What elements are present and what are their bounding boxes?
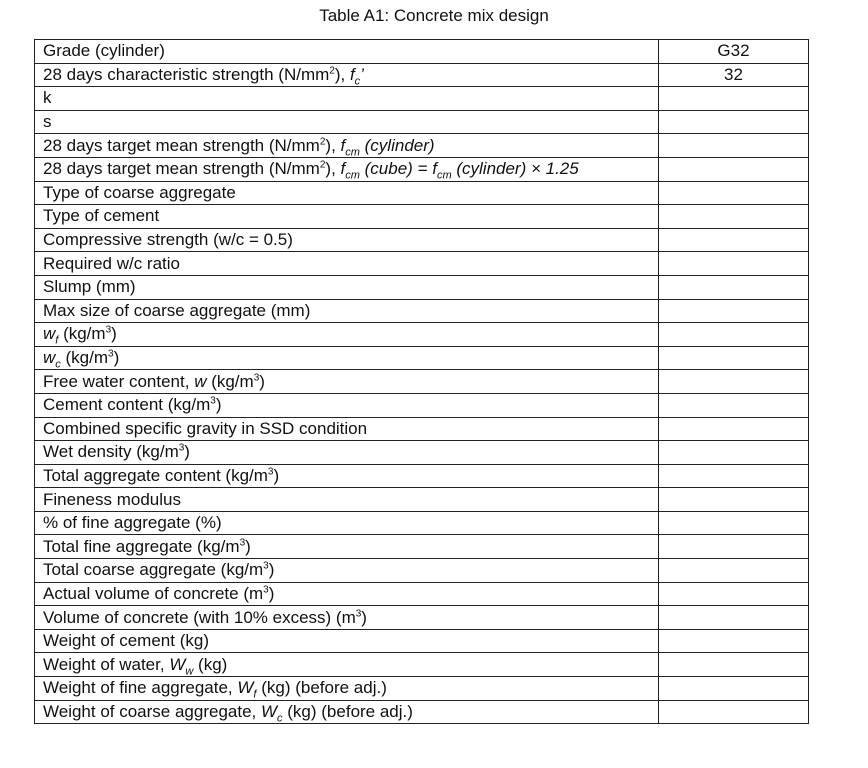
label-text: f xyxy=(340,159,346,179)
label-text: W xyxy=(261,701,278,721)
label-text: (kg/m xyxy=(58,324,106,344)
row-value xyxy=(659,629,809,653)
label-superscript: 3 xyxy=(178,442,185,454)
table-row xyxy=(35,275,809,299)
label-text: Total fine aggregate (kg/m xyxy=(43,536,240,556)
label-text: f xyxy=(349,64,355,84)
row-label xyxy=(35,629,659,653)
label-text: ) xyxy=(111,324,117,344)
row-value xyxy=(659,346,809,370)
row-label xyxy=(35,535,659,559)
row-value xyxy=(659,157,809,181)
row-label xyxy=(35,275,659,299)
label-text: Weight of water, xyxy=(43,654,170,674)
mix-design-table-body xyxy=(35,40,809,724)
label-text: ) xyxy=(361,607,367,627)
row-value xyxy=(659,653,809,677)
row-label xyxy=(35,228,659,252)
row-label xyxy=(35,464,659,488)
table-row xyxy=(35,582,809,606)
label-superscript: 3 xyxy=(355,607,362,619)
row-label xyxy=(35,370,659,394)
label-text: ) xyxy=(113,348,120,368)
table-row xyxy=(35,323,809,347)
table-row xyxy=(35,653,809,677)
row-value xyxy=(659,535,809,559)
label-text: W xyxy=(169,654,186,674)
row-label xyxy=(35,134,659,158)
mix-design-table xyxy=(34,39,809,724)
row-value xyxy=(659,370,809,394)
table-row xyxy=(35,417,809,441)
label-text: ’ xyxy=(360,64,364,84)
table-row xyxy=(35,511,809,535)
label-subscript: w xyxy=(185,665,194,677)
label-text: ) xyxy=(268,583,275,603)
label-text: ) xyxy=(184,442,190,462)
row-label xyxy=(35,606,659,630)
row-value xyxy=(659,87,809,111)
row-label xyxy=(35,205,659,229)
row-label xyxy=(35,87,659,111)
label-superscript: 3 xyxy=(210,395,216,407)
table-row xyxy=(35,464,809,488)
label-superscript: 2 xyxy=(319,136,326,148)
label-text: (cylinder) xyxy=(359,135,435,155)
row-value xyxy=(659,677,809,701)
label-subscript: c xyxy=(55,358,61,370)
label-text: k xyxy=(43,88,52,108)
label-superscript: 3 xyxy=(108,348,114,360)
label-text: Type of cement xyxy=(43,206,160,226)
label-superscript: 3 xyxy=(105,324,112,336)
row-value xyxy=(659,464,809,488)
label-subscript: f xyxy=(55,334,59,347)
row-label xyxy=(35,700,659,724)
label-text: Total aggregate content (kg/m xyxy=(43,465,268,485)
row-label xyxy=(35,323,659,347)
row-value xyxy=(659,417,809,441)
label-text: ), xyxy=(325,159,341,179)
label-superscript: 3 xyxy=(263,560,269,572)
table-row xyxy=(35,110,809,134)
row-value xyxy=(659,275,809,299)
row-label xyxy=(35,582,659,606)
label-text: ) xyxy=(245,536,251,556)
label-text: Weight of coarse aggregate, xyxy=(43,701,261,721)
table-row xyxy=(35,157,809,181)
table-row xyxy=(35,441,809,465)
label-superscript: 3 xyxy=(263,584,269,596)
row-value xyxy=(659,134,809,158)
label-text: Total coarse aggregate (kg/m xyxy=(43,560,264,580)
row-value xyxy=(659,205,809,229)
label-text: (kg) xyxy=(193,654,228,674)
label-text: ) xyxy=(273,465,280,485)
table-row xyxy=(35,63,809,87)
label-text: (kg) (before adj.) xyxy=(256,678,387,698)
label-text: Required w/c ratio xyxy=(43,253,181,273)
row-value xyxy=(659,181,809,205)
label-text: Wet density (kg/m xyxy=(43,442,179,462)
row-value xyxy=(659,606,809,630)
label-text: f xyxy=(340,135,346,155)
label-text: Compressive strength (w/c = 0.5) xyxy=(43,230,293,250)
label-text: w xyxy=(43,324,56,344)
row-label xyxy=(35,441,659,465)
row-label xyxy=(35,511,659,535)
label-text: ) xyxy=(215,395,222,415)
table-row xyxy=(35,393,809,417)
label-text: (kg) (before adj.) xyxy=(282,701,413,721)
label-superscript: 3 xyxy=(267,466,274,478)
row-label xyxy=(35,110,659,134)
table-row xyxy=(35,629,809,653)
table-row xyxy=(35,134,809,158)
table-row xyxy=(35,488,809,512)
row-value xyxy=(659,559,809,583)
row-label xyxy=(35,157,659,181)
table-row xyxy=(35,181,809,205)
table-row xyxy=(35,228,809,252)
label-text: ) xyxy=(268,560,275,580)
row-label xyxy=(35,559,659,583)
label-text: W xyxy=(237,678,254,698)
table-caption: Table A1: Concrete mix design xyxy=(319,6,549,25)
label-superscript: 3 xyxy=(239,537,246,549)
table-row xyxy=(35,205,809,229)
row-label xyxy=(35,181,659,205)
label-text: Weight of cement (kg) xyxy=(43,631,209,651)
label-text: w xyxy=(194,371,207,391)
label-text: Cement content (kg/m xyxy=(43,395,211,415)
row-value xyxy=(659,488,809,512)
table-row xyxy=(35,370,809,394)
row-label xyxy=(35,417,659,441)
table-row xyxy=(35,559,809,583)
label-text: f xyxy=(432,159,437,179)
row-label xyxy=(35,488,659,512)
label-text: s xyxy=(43,112,52,132)
table-row xyxy=(35,252,809,276)
table-row xyxy=(35,87,809,111)
row-value: 32 xyxy=(659,63,809,87)
row-value xyxy=(659,582,809,606)
label-text: Grade (cylinder) xyxy=(43,41,165,61)
row-label xyxy=(35,393,659,417)
label-text: ), xyxy=(325,135,341,155)
label-superscript: 2 xyxy=(329,65,335,77)
row-value xyxy=(659,700,809,724)
label-text: Type of coarse aggregate xyxy=(43,182,236,202)
row-value xyxy=(659,323,809,347)
label-text: Volume of concrete (with 10% excess) (m xyxy=(43,607,356,627)
label-text: Max size of coarse aggregate (mm) xyxy=(43,300,311,320)
label-text: Actual volume of concrete (m xyxy=(43,583,264,603)
row-value xyxy=(659,252,809,276)
label-text: Combined specific gravity in SSD condition xyxy=(43,418,368,438)
label-text: 28 days characteristic strength (N/mm xyxy=(43,64,330,84)
label-text: (cube) = xyxy=(359,159,433,179)
row-value xyxy=(659,511,809,535)
label-text: (cylinder) × 1.25 xyxy=(451,159,579,179)
row-label xyxy=(35,653,659,677)
label-text: (kg/m xyxy=(60,348,109,368)
table-row xyxy=(35,40,809,64)
table-row xyxy=(35,535,809,559)
label-text: Weight of fine aggregate, xyxy=(43,678,238,698)
label-text: ), xyxy=(334,64,350,84)
row-value xyxy=(659,110,809,134)
row-value xyxy=(659,228,809,252)
row-value xyxy=(659,393,809,417)
row-label xyxy=(35,40,659,64)
label-subscript: cm xyxy=(345,146,360,158)
label-text: ) xyxy=(259,371,265,391)
row-value: G32 xyxy=(659,40,809,64)
row-label xyxy=(35,346,659,370)
table-row xyxy=(35,700,809,724)
row-label xyxy=(35,63,659,87)
table-row xyxy=(35,299,809,323)
table-row xyxy=(35,346,809,370)
label-text: % of fine aggregate (%) xyxy=(43,513,222,533)
label-text: Free water content, xyxy=(43,371,195,391)
label-subscript: c xyxy=(354,75,361,87)
table-row xyxy=(35,606,809,630)
label-text: Slump (mm) xyxy=(43,277,136,297)
row-label xyxy=(35,252,659,276)
label-superscript: 3 xyxy=(253,371,260,383)
row-value xyxy=(659,299,809,323)
label-text: 28 days target mean strength (N/mm xyxy=(43,135,320,155)
table-row xyxy=(35,677,809,701)
label-text: (kg/m xyxy=(206,371,254,391)
label-subscript: cm xyxy=(345,169,360,182)
label-subscript: c xyxy=(277,712,283,724)
row-label xyxy=(35,299,659,323)
row-value xyxy=(659,441,809,465)
label-superscript: 2 xyxy=(319,159,326,171)
label-text: 28 days target mean strength (N/mm xyxy=(43,159,320,179)
row-label xyxy=(35,677,659,701)
label-text: w xyxy=(43,348,56,368)
label-subscript: cm xyxy=(436,169,452,182)
label-text: Fineness modulus xyxy=(43,489,181,509)
label-subscript: f xyxy=(253,688,257,701)
